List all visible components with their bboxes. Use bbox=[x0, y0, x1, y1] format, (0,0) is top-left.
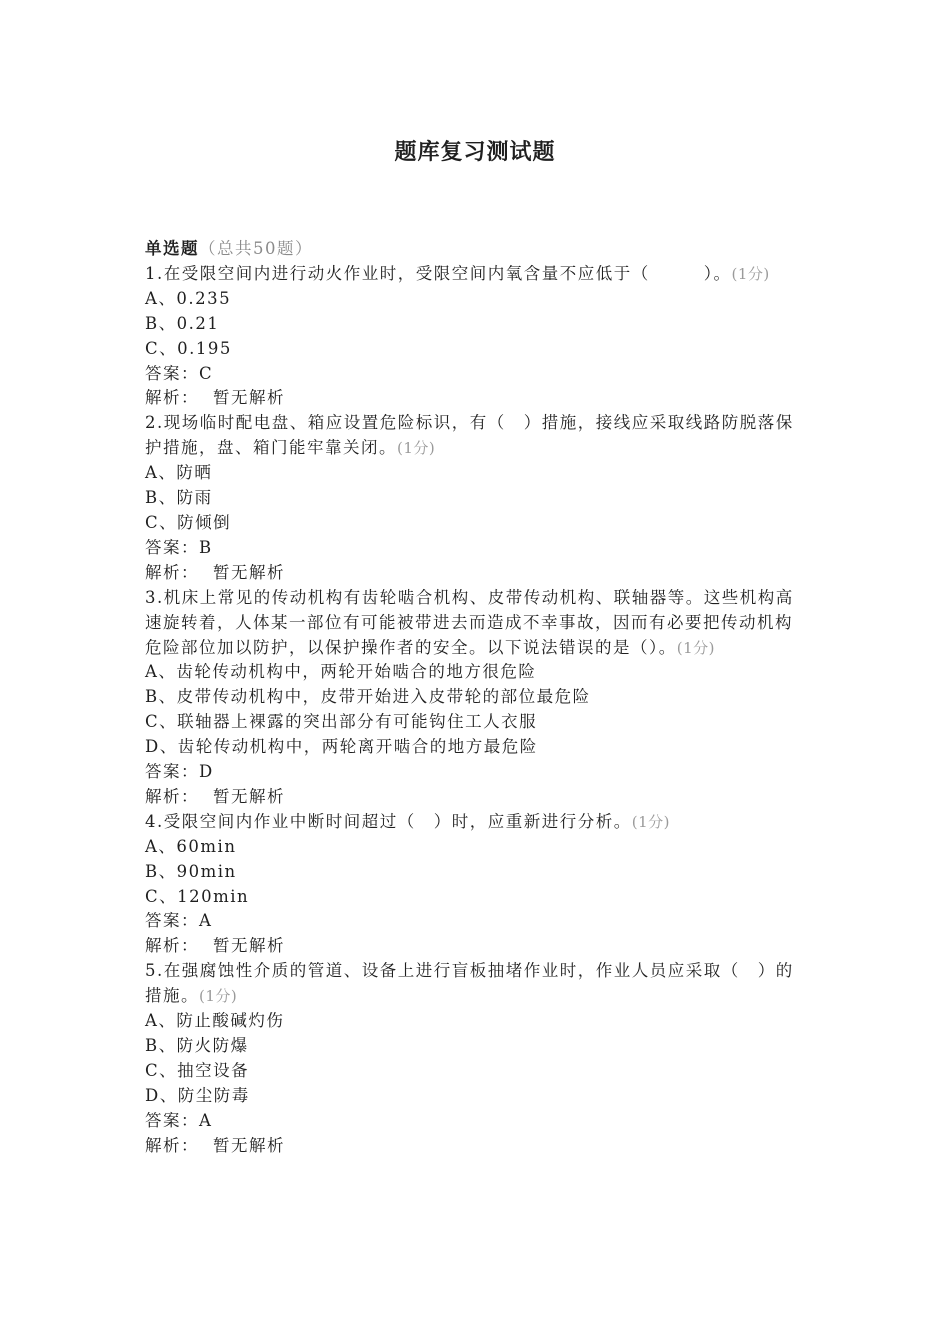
question-stem bbox=[145, 586, 810, 661]
question-score: (1分) bbox=[397, 439, 436, 458]
answer-option: A、防止酸碱灼伤 bbox=[145, 1011, 285, 1031]
answer-option: D、防尘防毒 bbox=[145, 1085, 250, 1105]
analysis-line bbox=[145, 785, 810, 810]
answer-label: 答案： bbox=[145, 363, 199, 383]
question-score: (1分) bbox=[731, 264, 770, 283]
analysis-line bbox=[145, 386, 810, 411]
analysis-label: 解析： bbox=[145, 562, 199, 582]
answer-value: A bbox=[199, 1110, 213, 1130]
question-text: 2.现场临时配电盘、箱应设置危险标识，有（ ）措施，接线应采取线路防脱落保护措施，盘、箱门能牢靠关闭。 bbox=[145, 413, 794, 458]
answer-label: 答案： bbox=[145, 762, 199, 782]
analysis-label: 解析： bbox=[145, 388, 199, 408]
analysis-value: 暂无解析 bbox=[213, 1135, 285, 1155]
answer-option: B、90min bbox=[145, 861, 237, 881]
question-list bbox=[145, 237, 810, 1159]
answer-option: C、120min bbox=[145, 886, 250, 906]
answer-option: C、0.195 bbox=[145, 338, 232, 358]
answer-value: C bbox=[199, 363, 214, 383]
question-block bbox=[145, 810, 810, 959]
analysis-value: 暂无解析 bbox=[213, 562, 285, 582]
question-text: 3.机床上常见的传动机构有齿轮啮合机构、皮带传动机构、联轴器等。这些机构高速旋转着，人体某一部位有可能被带进去而造成不幸事故，因而有必要把传动机构危险部位加以防护，以保护操作者的安全。以下说法错误的是（）。 bbox=[145, 587, 794, 657]
answer-option: A、防晒 bbox=[145, 463, 213, 483]
analysis-label: 解析： bbox=[145, 936, 199, 956]
analysis-value: 暂无解析 bbox=[213, 936, 285, 956]
analysis-line bbox=[145, 1134, 810, 1159]
answer-value: D bbox=[199, 762, 214, 782]
questions-container bbox=[145, 262, 810, 1159]
question-block bbox=[145, 586, 810, 810]
answer-line bbox=[145, 760, 810, 785]
analysis-label: 解析： bbox=[145, 786, 199, 806]
answer-option: A、齿轮传动机构中，两轮开始啮合的地方很危险 bbox=[145, 662, 537, 682]
question-stem bbox=[145, 959, 810, 1009]
answer-line bbox=[145, 909, 810, 934]
question-score: (1分) bbox=[199, 987, 238, 1006]
question-score: (1分) bbox=[631, 812, 670, 831]
question-block bbox=[145, 959, 810, 1158]
analysis-line bbox=[145, 561, 810, 586]
answer-value: A bbox=[199, 911, 213, 931]
question-text: 5.在强腐蚀性介质的管道、设备上进行盲板抽堵作业时，作业人员应采取（ ）的措施。 bbox=[145, 961, 794, 1006]
question-text: 4.受限空间内作业中断时间超过（ ）时，应重新进行分析。 bbox=[145, 811, 632, 831]
analysis-label: 解析： bbox=[145, 1135, 199, 1155]
answer-option: C、抽空设备 bbox=[145, 1060, 250, 1080]
answer-label: 答案： bbox=[145, 911, 199, 931]
answer-option: A、0.235 bbox=[145, 288, 232, 308]
answer-option: B、防雨 bbox=[145, 488, 213, 508]
analysis-value: 暂无解析 bbox=[213, 786, 285, 806]
question-stem bbox=[145, 810, 810, 835]
section-name: 单选题 bbox=[145, 239, 199, 258]
answer-line bbox=[145, 362, 810, 387]
answer-line bbox=[145, 536, 810, 561]
answer-option: B、防火防爆 bbox=[145, 1036, 249, 1055]
question-text: 1.在受限空间内进行动火作业时，受限空间内氧含量不应低于（ ）。 bbox=[145, 263, 732, 283]
section-header bbox=[145, 237, 810, 262]
analysis-line bbox=[145, 934, 810, 959]
answer-label: 答案： bbox=[145, 537, 199, 557]
answer-value: B bbox=[199, 537, 213, 557]
answer-label: 答案： bbox=[145, 1110, 199, 1130]
answer-option: C、联轴器上裸露的突出部分有可能钩住工人衣服 bbox=[145, 712, 538, 732]
answer-option: D、齿轮传动机构中，两轮离开啮合的地方最危险 bbox=[145, 737, 538, 757]
question-block bbox=[145, 411, 810, 585]
answer-option: A、60min bbox=[145, 836, 237, 856]
question-stem bbox=[145, 411, 810, 461]
answer-option: C、防倾倒 bbox=[145, 512, 232, 532]
question-score: (1分) bbox=[676, 638, 715, 657]
question-stem bbox=[145, 262, 810, 287]
analysis-value: 暂无解析 bbox=[213, 388, 285, 408]
section-count: （总共50题） bbox=[199, 239, 313, 258]
question-block bbox=[145, 262, 810, 411]
answer-option: B、皮带传动机构中，皮带开始进入皮带轮的部位最危险 bbox=[145, 687, 591, 707]
page-title: 题库复习测试题 bbox=[394, 139, 556, 165]
answer-line bbox=[145, 1109, 810, 1134]
answer-option: B、0.21 bbox=[145, 313, 220, 333]
